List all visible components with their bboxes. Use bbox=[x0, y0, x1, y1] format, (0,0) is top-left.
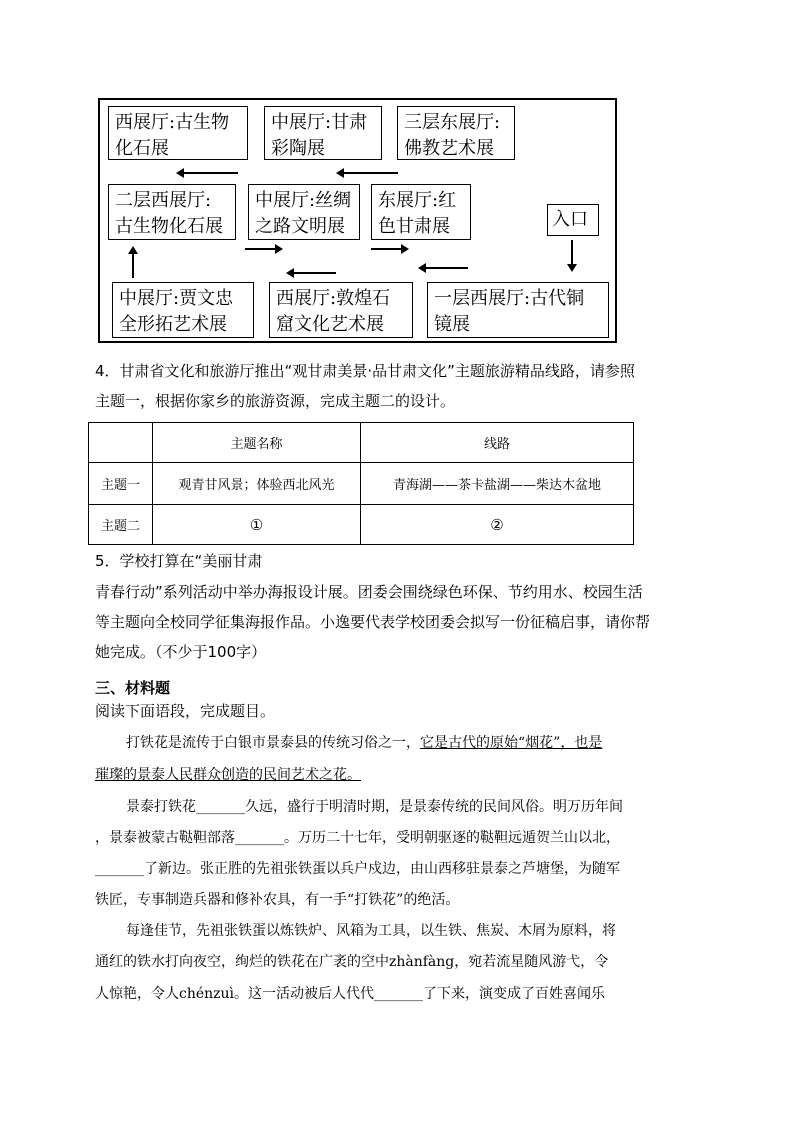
room-label: 化石展 bbox=[115, 138, 169, 159]
arrow-down bbox=[571, 240, 573, 270]
table-cell: 主题二 bbox=[89, 505, 153, 545]
q5-line1: 5．学校打算在“美丽甘肃 bbox=[95, 552, 263, 570]
arrow-right bbox=[245, 248, 281, 250]
room-label: 色甘肃展 bbox=[378, 216, 450, 237]
room-1f-west-bronze bbox=[427, 282, 609, 338]
exhibit-map bbox=[98, 98, 617, 343]
room-label: 镜展 bbox=[434, 314, 470, 335]
section-title: 三、材料题 bbox=[95, 679, 171, 697]
room-label: 古生物化石展 bbox=[115, 216, 223, 237]
arrow-left bbox=[338, 172, 398, 174]
passage-line: 通红的铁水打向夜空，绚烂的铁花在广袤的空中zhànfàng，宛若流星随风游弋，令 bbox=[95, 954, 609, 970]
table-header-row bbox=[89, 423, 634, 463]
room-label: 佛教艺术展 bbox=[404, 138, 494, 159]
passage-line: 铁匠，专事制造兵器和修补农具，有一手“打铁花”的绝活。 bbox=[95, 892, 460, 908]
room-east-red bbox=[371, 184, 471, 240]
room-label: 之路文明展 bbox=[255, 216, 345, 237]
room-west-fossil bbox=[108, 106, 248, 160]
q5-line3: 等主题向全校同学征集海报作品。小逸要代表学校团委会拟写一份征稿启事，请你帮 bbox=[95, 613, 651, 631]
theme-route-table bbox=[88, 422, 634, 545]
room-middle-rubbing bbox=[112, 282, 254, 338]
underlined-sentence: 它是古代的原始“烟花”，也是 bbox=[420, 735, 603, 751]
passage-text: 打铁花是流传于白银市景泰县的传统习俗之一， bbox=[126, 735, 420, 751]
room-label: 中展厅:甘肃 bbox=[271, 112, 368, 133]
room-2f-west-fossil bbox=[108, 184, 236, 240]
q4-line2: 主题一，根据你家乡的旅游资源，完成主题二的设计。 bbox=[95, 392, 456, 410]
room-label: 窟文化艺术展 bbox=[276, 314, 384, 335]
answer-blank-2[interactable]: ② bbox=[361, 505, 634, 545]
room-label: 三层东展厅: bbox=[404, 112, 501, 133]
room-label: 西展厅:敦煌石 bbox=[276, 288, 391, 309]
room-label: 西展厅:古生物 bbox=[115, 112, 230, 133]
q4-line1: 4．甘肃省文化和旅游厅推出“观甘肃美景·品甘肃文化”主题旅游精品线路，请参照 bbox=[95, 362, 635, 380]
arrow-right bbox=[371, 248, 407, 250]
room-label: 全形拓艺术展 bbox=[119, 314, 227, 335]
passage-line: ，景泰被蒙古鞑靼部落_______。万历二十七年，受明朝驱逐的鞑靼远遁贺兰山以北， bbox=[95, 830, 620, 846]
table-row bbox=[89, 505, 634, 545]
q5-line2: 青春行动”系列活动中举办海报设计展。团委会围绕绿色环保、节约用水、校园生活 bbox=[95, 583, 643, 601]
room-3f-east-buddhist bbox=[397, 106, 515, 160]
table-row bbox=[89, 463, 634, 505]
arrow-up bbox=[132, 248, 134, 278]
answer-blank-1[interactable]: ① bbox=[153, 505, 361, 545]
room-label: 入口 bbox=[552, 209, 588, 230]
room-middle-pottery bbox=[264, 106, 382, 160]
q5-line4: 她完成。（不少于100字） bbox=[95, 643, 267, 661]
table-cell: 主题一 bbox=[89, 463, 153, 505]
passage-line: 景泰打铁花_______久远，盛行于明清时期，是景泰传统的民间风俗。明万历年间 bbox=[126, 799, 623, 815]
room-label: 中展厅:贾文忠 bbox=[119, 288, 234, 309]
arrow-left bbox=[288, 272, 336, 274]
arrow-left bbox=[178, 172, 238, 174]
passage-line: 每逢佳节，先祖张铁蛋以炼铁炉、风箱为工具，以生铁、焦炭、木屑为原料，将 bbox=[126, 923, 616, 939]
room-middle-silkroad bbox=[248, 184, 360, 240]
room-label: 一层西展厅:古代铜 bbox=[434, 288, 585, 309]
table-cell: 青海湖——茶卡盐湖——柴达木盆地 bbox=[361, 463, 634, 505]
table-header bbox=[89, 423, 153, 463]
entrance-box bbox=[547, 204, 599, 236]
arrow-left bbox=[420, 267, 468, 269]
table-cell: 观青甘风景；体验西北风光 bbox=[153, 463, 361, 505]
passage-line bbox=[126, 733, 602, 753]
passage-line: 人惊艳，令人chénzuì。这一活动被后人代代_______了下来，演变成了百姓喜闻乐 bbox=[95, 986, 606, 1002]
room-label: 东展厅:红 bbox=[378, 190, 457, 211]
underlined-sentence: 璀璨的景泰人民群众创造的民间艺术之花。 bbox=[95, 767, 361, 783]
section-instruction: 阅读下面语段，完成题目。 bbox=[95, 702, 276, 720]
passage-line: _______了新边。张正胜的先祖张铁蛋以兵户戍边，由山西移驻景泰之芦塘堡，为随军 bbox=[95, 861, 620, 877]
room-label: 中展厅:丝绸 bbox=[255, 190, 352, 211]
room-label: 二层西展厅: bbox=[115, 190, 212, 211]
table-header: 线路 bbox=[361, 423, 634, 463]
room-label: 彩陶展 bbox=[271, 138, 325, 159]
table-header: 主题名称 bbox=[153, 423, 361, 463]
room-west-dunhuang bbox=[269, 282, 413, 338]
